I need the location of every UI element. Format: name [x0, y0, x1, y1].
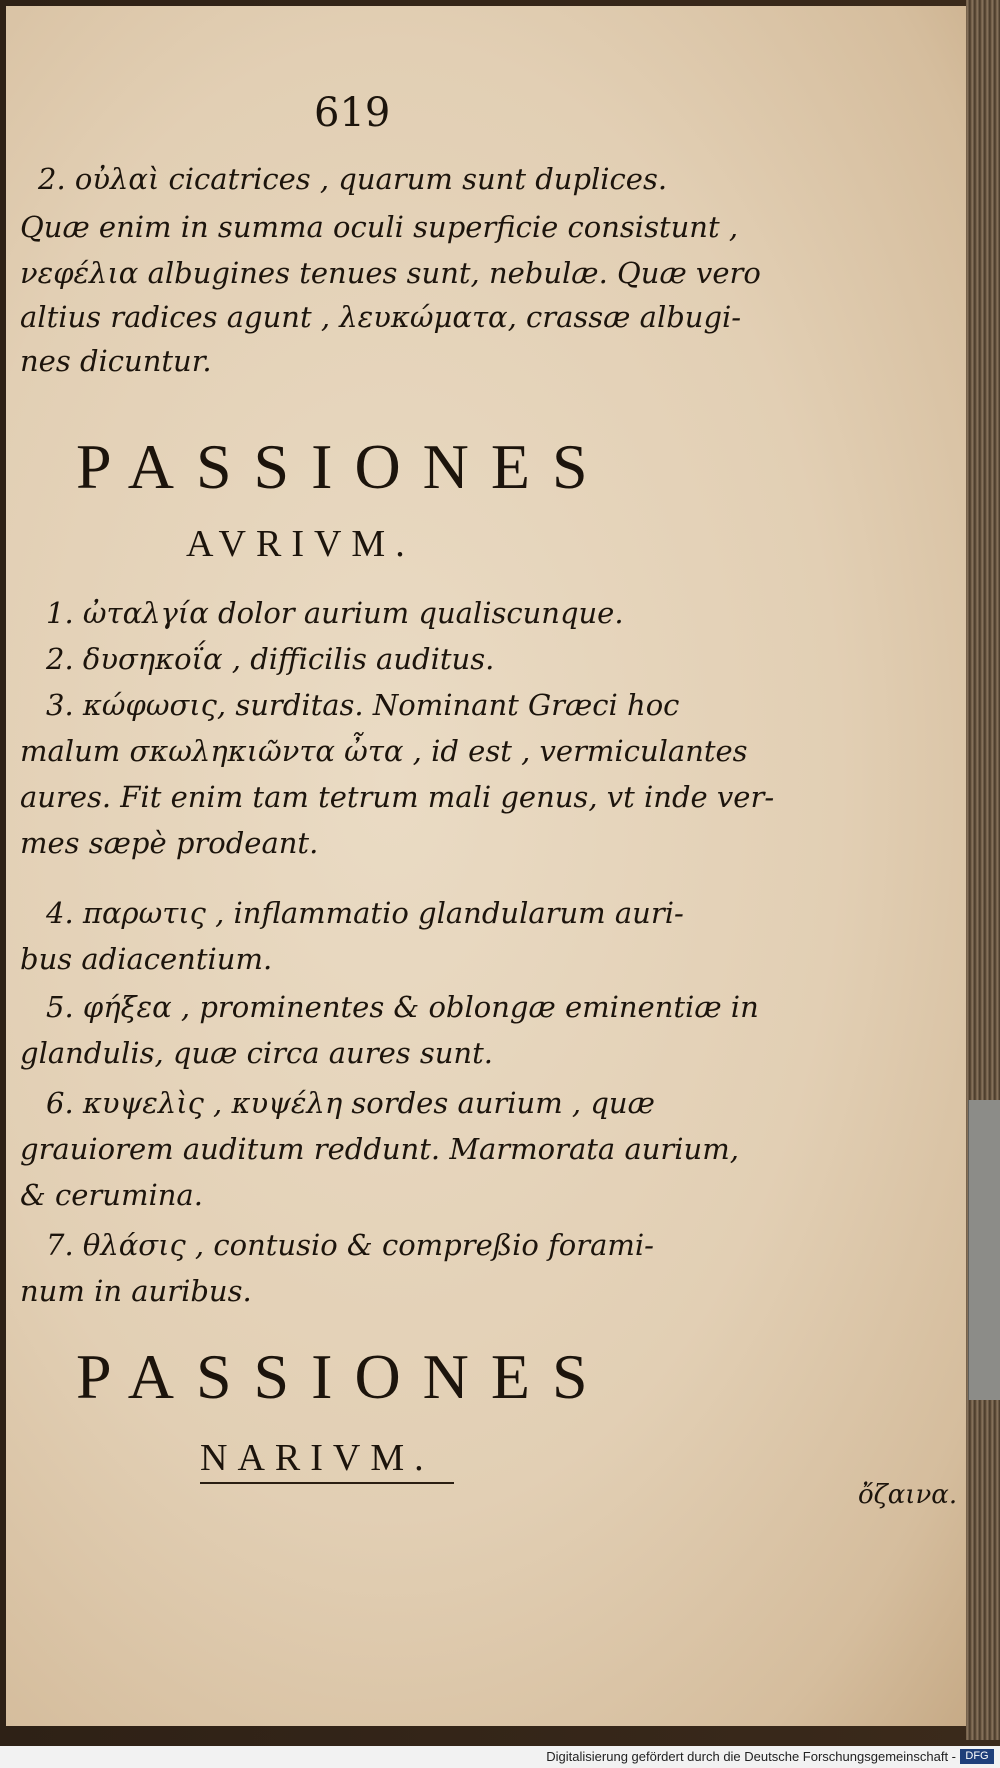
bookmark-tab [968, 1100, 1000, 1400]
catchword: ὄζαινα. [858, 1480, 958, 1510]
section-heading-naris: PASSIONES [76, 1341, 610, 1412]
section-subheading-narium: NARIVM. [200, 1437, 434, 1479]
digitization-footer [0, 1746, 1000, 1768]
text-line: aures. Fit enim tam tetrum mali genus, vt inde ver- [20, 780, 775, 814]
text-line: Quæ enim in summa oculi superficie consistunt , [20, 210, 739, 244]
text-line: nes dicuntur. [20, 344, 212, 378]
text-line: 2. οὐλαὶ cicatrices , quarum sunt duplices. [38, 162, 668, 196]
text-line: 3. κώφωσις, surditas. Nominant Græci hoc [46, 688, 680, 722]
text-line: & cerumina. [20, 1178, 203, 1212]
page-edges [966, 0, 1000, 1740]
text-line: glandulis, quæ circa aures sunt. [20, 1036, 493, 1070]
subheading-underline [200, 1482, 454, 1484]
text-line: 7. θλάσις , contusio & compreßio forami- [46, 1228, 654, 1262]
section-subheading-aurium: AVRIVM. [186, 523, 415, 565]
text-line: bus adiacentium. [20, 942, 273, 976]
text-line: 1. ὠταλγία dolor aurium qualiscunque. [46, 596, 624, 630]
text-line: malum σκωληκιῶντα ὦτα , id est , vermiculantes [20, 734, 748, 768]
text-line: 6. κυψελὶς , κυψέλη sordes aurium , quæ [46, 1086, 655, 1120]
text-line: mes sæpè prodeant. [20, 826, 319, 860]
text-line: num in auribus. [20, 1274, 252, 1308]
text-line: νεφέλια albugines tenues sunt, nebulæ. Quæ vero [20, 256, 761, 290]
dfg-logo-icon: DFG [960, 1749, 994, 1764]
text-line: 5. φήξεα , prominentes & oblongæ eminentiæ in [46, 990, 759, 1024]
text-line: 4. παρωτις , inflammatio glandularum auri- [46, 896, 684, 930]
footer-credit: Digitalisierung gefördert durch die Deutsche Forschungsgemeinschaft - [546, 1749, 956, 1764]
text-line: 2. δυσηκοΐα , difficilis auditus. [46, 642, 495, 676]
section-heading-auris: PASSIONES [76, 431, 610, 502]
page-number: 619 [314, 90, 391, 136]
text-line: grauiorem auditum reddunt. Marmorata aurium, [20, 1132, 739, 1166]
text-line: altius radices agunt , λευκώματα, crassæ albugi- [20, 300, 742, 334]
